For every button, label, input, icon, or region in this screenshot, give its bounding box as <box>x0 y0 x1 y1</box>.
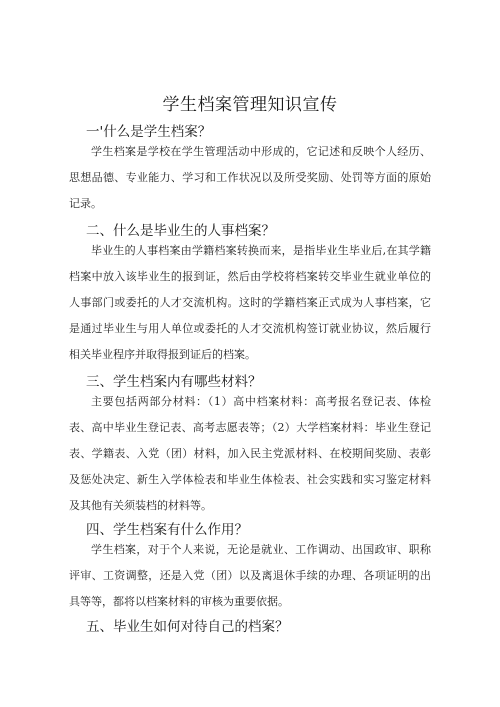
section-heading-5: 五、毕业生如何对待自己的档案？ <box>86 619 289 635</box>
section-body-4: 学生档案，对于个人来说，无论是就业、工作调动、出国政审、职称评审、工资调整，还是入党（团）以及离退休手续的办理、各项证明的出具等等，都将以档案材料的审核为重要依据。 <box>69 543 431 608</box>
page-title: 学生档案管理知识宣传 <box>162 95 338 115</box>
section-heading-1: 一'什么是学生档案？ <box>86 124 212 140</box>
section-body-1: 学生档案是学校在学生管理活动中形成的，它记述和反映个人经历、思想品德、专业能力、学习和工作状况以及所受奖励、处罚等方面的原始记录。 <box>69 145 431 210</box>
section-heading-4: 四、学生档案有什么作用？ <box>86 522 248 538</box>
section-body-3: 主要包括两部分材料：（1）高中档案材料：高考报名登记表、体检表、高中毕业生登记表、高考志愿表等；（2）大学档案材料：毕业生登记表、学籍表、入党（团）材料，加入民主党派材料、在校期间奖励、表彰及惩处决定、新生入学体检表和毕业生体检表、社会实践和实习鉴定材料及其他有关须装档的材料等。 <box>69 395 431 512</box>
section-heading-2: 二、什么是毕业生的人事档案？ <box>86 223 275 239</box>
section-heading-3: 三、学生档案内有哪些材料？ <box>86 374 262 390</box>
section-body-2: 毕业生的人事档案由学籍档案转换而来，是指毕业生毕业后,在其学籍档案中放入该毕业生的报到证，然后由学校将档案转交毕业生就业单位的人事部门或委托的人才交流机构。这时的学籍档案正式成为人事档案，它是通过毕业生与用人单位或委托的人才交流机构签订就业协议，然后履行相关毕业程序并取得报到证后的档案。 <box>69 244 431 361</box>
